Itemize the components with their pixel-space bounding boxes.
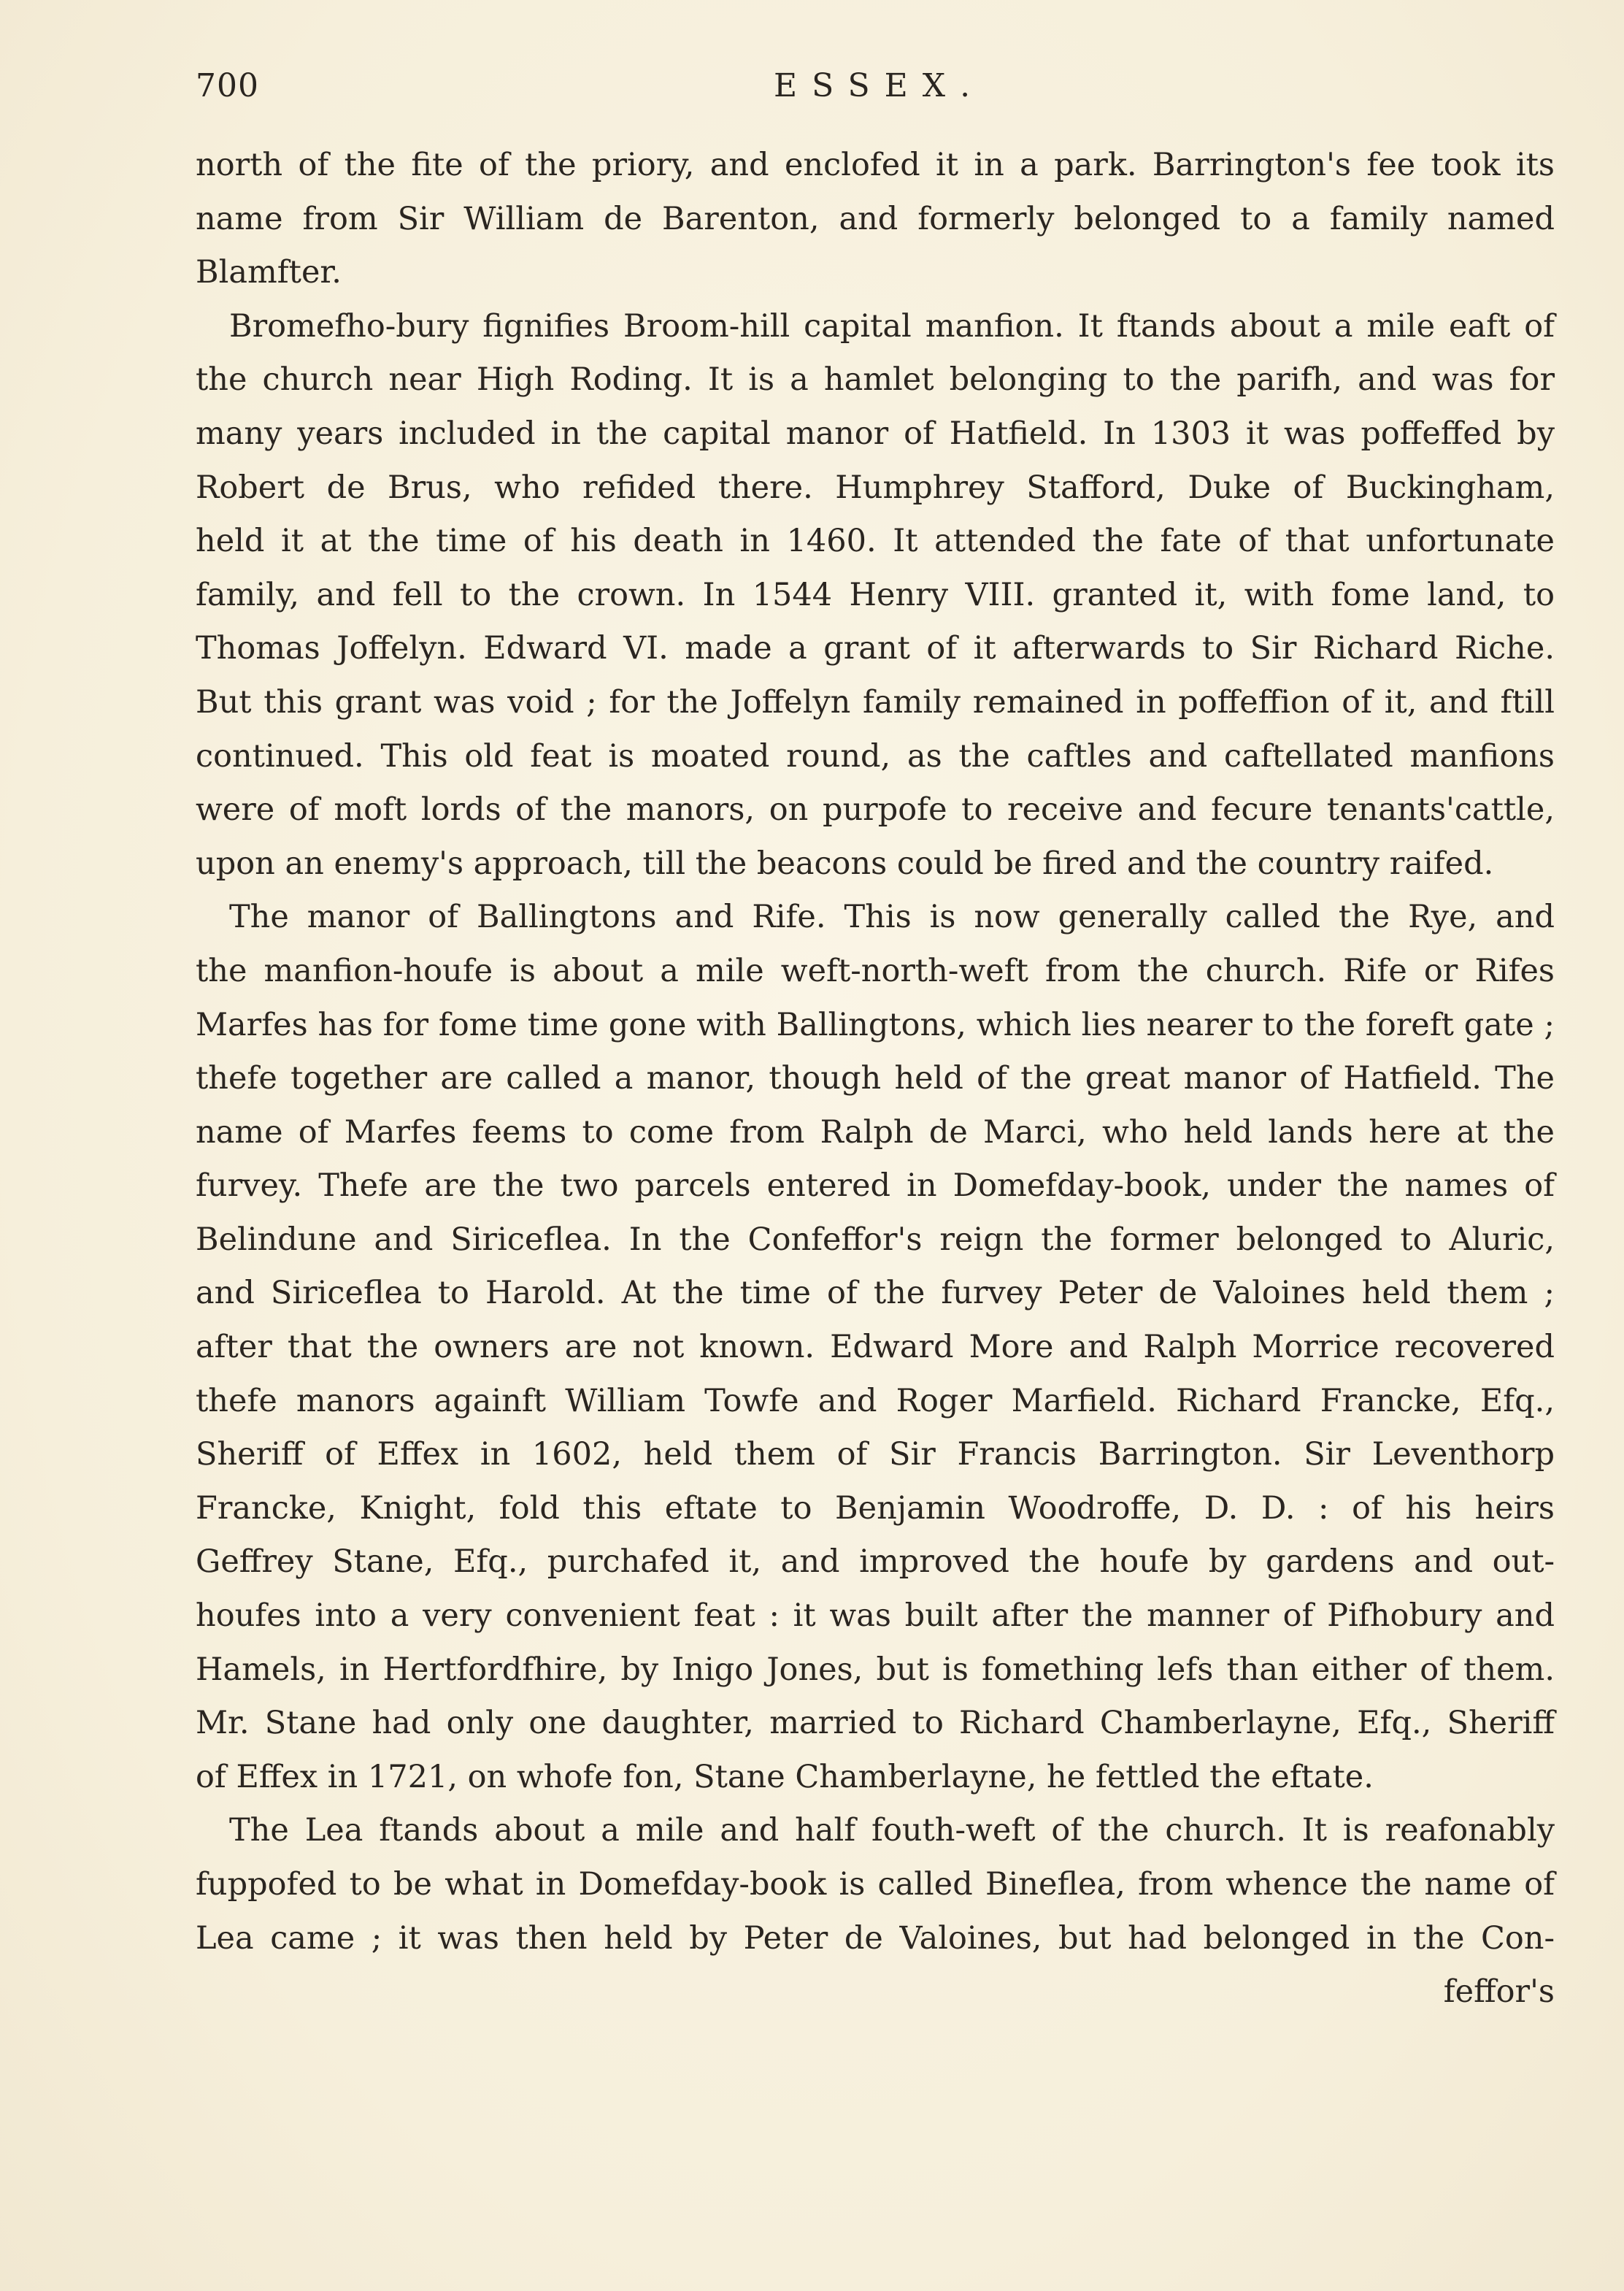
text-line: held it at the time of his death in 1460. It attended the fate of that unfortunate: [196, 523, 1555, 560]
catchword: feffor's: [1443, 1973, 1555, 2011]
page-number: 700: [196, 67, 259, 104]
text-line: Blamfter.: [196, 254, 342, 291]
text-line: thefe manors againft William Towfe and Roger Marfield. Richard Francke, Efq.,: [196, 1382, 1555, 1419]
paragraph-start-line: Bromefho-bury fignifies Broom-hill capital manfion. It ftands about a mile eaft of: [229, 307, 1555, 345]
text-line: continued. This old feat is moated round, as the caftles and caftellated manfions: [196, 737, 1555, 775]
text-line: But this grant was void ; for the Joffelyn family remained in poffeffion of it, and ftill: [196, 683, 1555, 721]
text-line: and Siriceflea to Harold. At the time of the furvey Peter de Valoines held them ;: [196, 1275, 1555, 1312]
text-line: Thomas Joffelyn. Edward VI. made a grant of it afterwards to Sir Richard Riche.: [196, 630, 1555, 667]
text-line: Robert de Brus, who refided there. Humphrey Stafford, Duke of Buckingham,: [196, 469, 1555, 506]
text-line: the manfion-houfe is about a mile weft-north-weft from the church. Rife or Rifes: [196, 952, 1555, 989]
paragraph-start-line: The manor of Ballingtons and Rife. This is now generally called the Rye, and: [229, 899, 1555, 936]
text-line: Hamels, in Hertfordfhire, by Inigo Jones, but is fomething lefs than either of them.: [196, 1651, 1555, 1688]
text-line: of Effex in 1721, on whofe fon, Stane Chamberlayne, he fettled the eftate.: [196, 1758, 1374, 1795]
running-head: ESSEX.: [774, 67, 985, 104]
page-header: [196, 67, 1551, 118]
text-line: Lea came ; it was then held by Peter de Valoines, but had belonged in the Con-: [196, 1919, 1555, 1957]
text-line: Marfes has for fome time gone with Ballingtons, which lies nearer to the foreft gate ;: [196, 1006, 1555, 1043]
text-line: Geffrey Stane, Efq., purchafed it, and improved the houfe by gardens and out-: [196, 1543, 1555, 1581]
text-line: Belindune and Siriceflea. In the Confeffor's reign the former belonged to Aluric,: [196, 1221, 1555, 1258]
text-line: were of moft lords of the manors, on purpofe to receive and fecure tenants'cattle,: [196, 791, 1555, 829]
text-line: upon an enemy's approach, till the beacons could be fired and the country raifed.: [196, 845, 1494, 882]
text-line: Mr. Stane had only one daughter, married to Richard Chamberlayne, Efq., Sheriff: [196, 1705, 1555, 1742]
text-line: thefe together are called a manor, though held of the great manor of Hatfield. The: [196, 1060, 1555, 1097]
text-line: houfes into a very convenient feat : it was built after the manner of Pifhobury and: [196, 1597, 1555, 1635]
text-line: north of the fite of the priory, and enclofed it in a park. Barrington's fee took its: [196, 147, 1555, 183]
paragraph-start-line: The Lea ftands about a mile and half fouth-weft of the church. It is reafonably: [229, 1812, 1555, 1849]
text-line: fuppofed to be what in Domefday-book is called Bineflea, from whence the name of: [196, 1866, 1555, 1903]
text-line: furvey. Thefe are the two parcels entered in Domefday-book, under the names of: [196, 1167, 1555, 1205]
text-line: name from Sir William de Barenton, and formerly belonged to a family named: [196, 200, 1555, 237]
text-line: Francke, Knight, fold this eftate to Benjamin Woodroffe, D. D. : of his heirs: [196, 1489, 1555, 1527]
text-line: Sheriff of Effex in 1602, held them of Sir Francis Barrington. Sir Leventhorp: [196, 1436, 1555, 1473]
text-line: many years included in the capital manor of Hatfield. In 1303 it was poffeffed by: [196, 415, 1555, 452]
text-line: the church near High Roding. It is a hamlet belonging to the parifh, and was for: [196, 361, 1555, 399]
body-text: [196, 139, 1555, 2019]
text-line: name of Marfes feems to come from Ralph de Marci, who held lands here at the: [196, 1113, 1555, 1151]
text-line: family, and fell to the crown. In 1544 Henry VIII. granted it, with fome land, to: [196, 576, 1555, 613]
text-line: after that the owners are not known. Edward More and Ralph Morrice recovered: [196, 1329, 1555, 1366]
